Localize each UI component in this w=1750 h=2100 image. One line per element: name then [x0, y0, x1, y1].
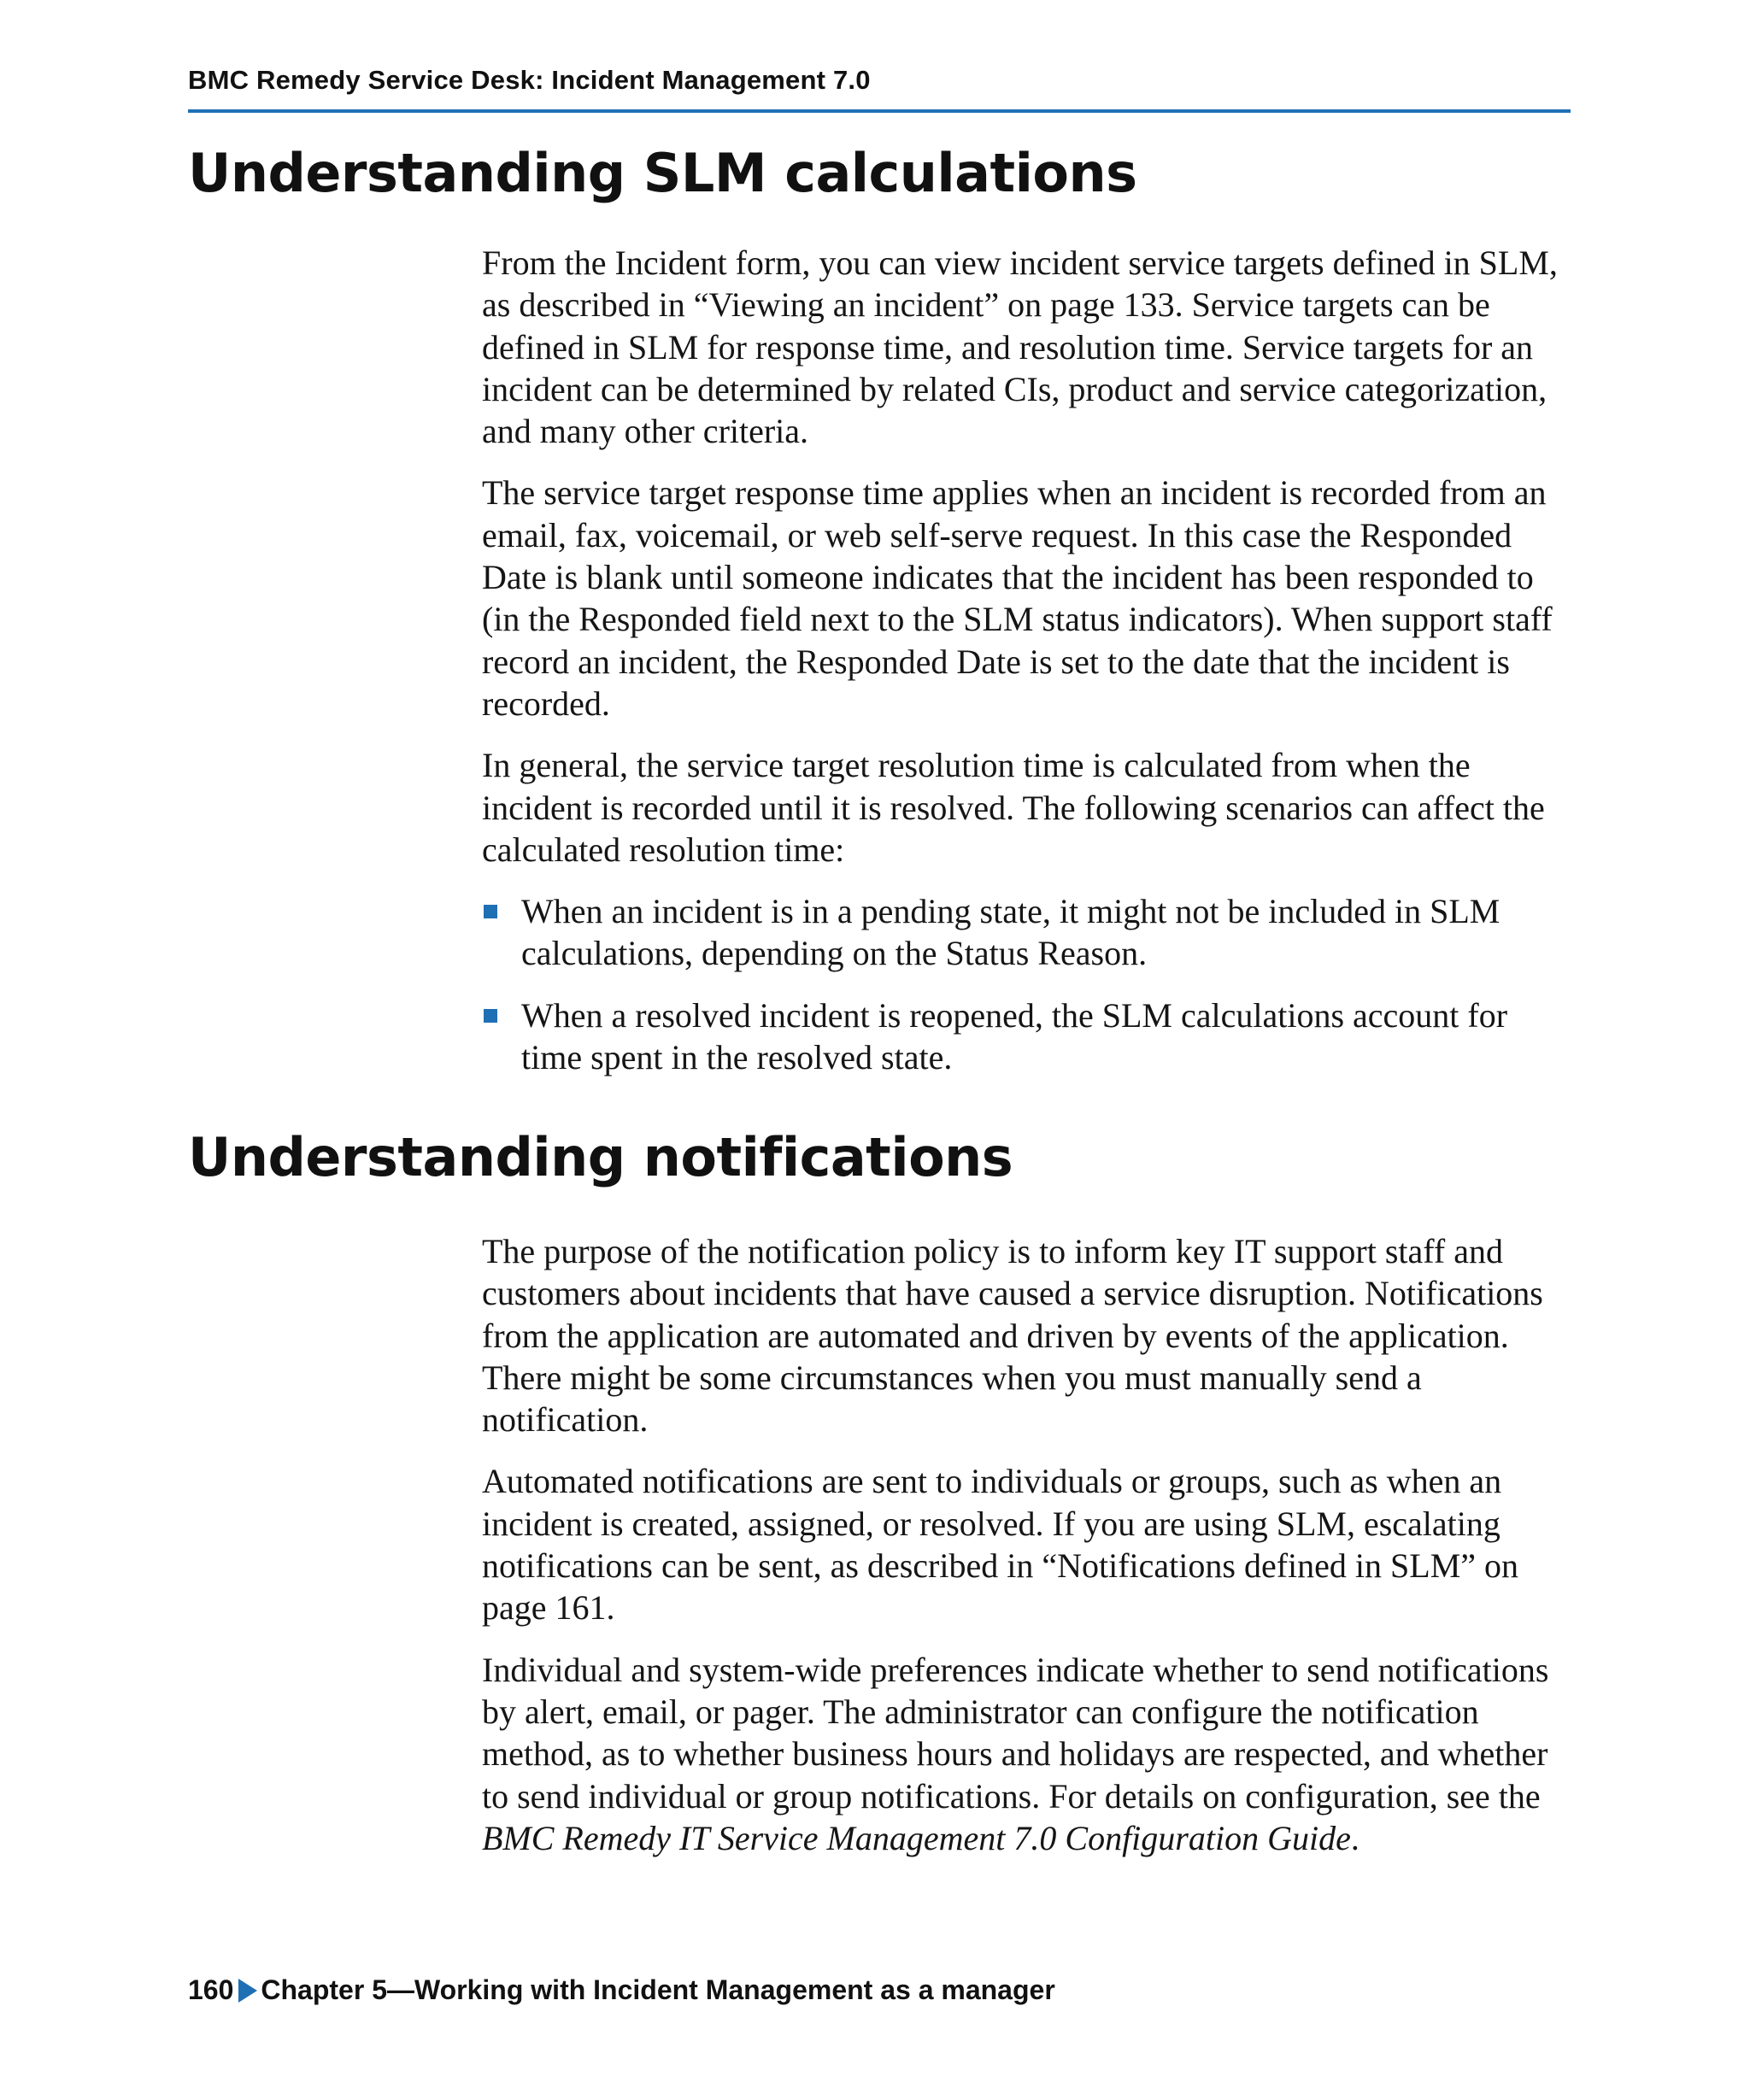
- heading-slm-calculations: Understanding SLM calculations: [188, 142, 1137, 204]
- slm-bullet-text-2: When a resolved incident is reopened, the SLM calculations account for time spent in the resolved state.: [521, 995, 1508, 1077]
- square-bullet-icon: [484, 905, 497, 918]
- footer-chapter-title: Chapter 5—Working with Incident Management as a manager: [261, 1974, 1055, 2005]
- section-notifications-body: [482, 1230, 1576, 1879]
- notif-paragraph-3-end: .: [1350, 1818, 1359, 1857]
- slm-bullet-list: [482, 890, 1576, 1078]
- section-slm-body: [482, 242, 1576, 1098]
- notif-paragraph-3: [482, 1649, 1576, 1859]
- slm-paragraph-2: The service target response time applies when an incident is recorded from an email, fax, voicemail, or web self-serve request. In this case the Responded Date is blank until someone indicates that the incident has been responded to (in the Responded field next to the SLM status indicators). When support staff record an incident, the Responded Date is set to the date that the incident is recorded.: [482, 473, 1553, 723]
- heading-notifications: Understanding notifications: [188, 1126, 1013, 1188]
- slm-paragraph-3: In general, the service target resolution time is calculated from when the incident is recorded until it is resolved. The following scenarios can affect the calculated resolution time:: [482, 746, 1545, 869]
- square-bullet-icon: [484, 1009, 497, 1023]
- slm-bullet-text-1: When an incident is in a pending state, it might not be included in SLM calculations, depending on the Status Reason.: [521, 892, 1500, 973]
- slm-paragraph-1: From the Incident form, you can view incident service targets defined in SLM, as described in “Viewing an incident” on page 133. Service targets can be defined in SLM for response time, and resolution time. Service targets for an incident can be determined by related CIs, product and service categorization, and many other criteria.: [482, 243, 1558, 451]
- notif-paragraph-2: Automated notifications are sent to individuals or groups, such as when an incident is created, assigned, or resolved. If you are using SLM, escalating notifications can be sent, as described in “Notifications defined in SLM” on page 161.: [482, 1462, 1519, 1628]
- notif-paragraph-3-text: Individual and system-wide preferences indicate whether to send notifications by alert, email, or pager. The administrator can configure the notification method, as to whether business hours and holidays are respected, and whether to send individual or group notifications. For details on configuration, see the: [482, 1650, 1549, 1816]
- right-triangle-icon: [238, 1979, 257, 2003]
- slm-bullet-item-1: [482, 890, 1576, 975]
- running-header-title: BMC Remedy Service Desk: Incident Management 7.0: [188, 65, 871, 95]
- notif-paragraph-1: The purpose of the notification policy is to inform key IT support staff and customers about incidents that have caused a service disruption. Notifications from the application are automated and driven by events of the application. There might be some circumstances when you must manually send a notification.: [482, 1232, 1543, 1440]
- page-number: 160: [188, 1974, 234, 2005]
- running-header: [188, 58, 1571, 113]
- slm-bullet-item-2: [482, 994, 1576, 1079]
- running-footer: [188, 1974, 1055, 2006]
- configuration-guide-title: BMC Remedy IT Service Management 7.0 Configuration Guide: [482, 1818, 1351, 1857]
